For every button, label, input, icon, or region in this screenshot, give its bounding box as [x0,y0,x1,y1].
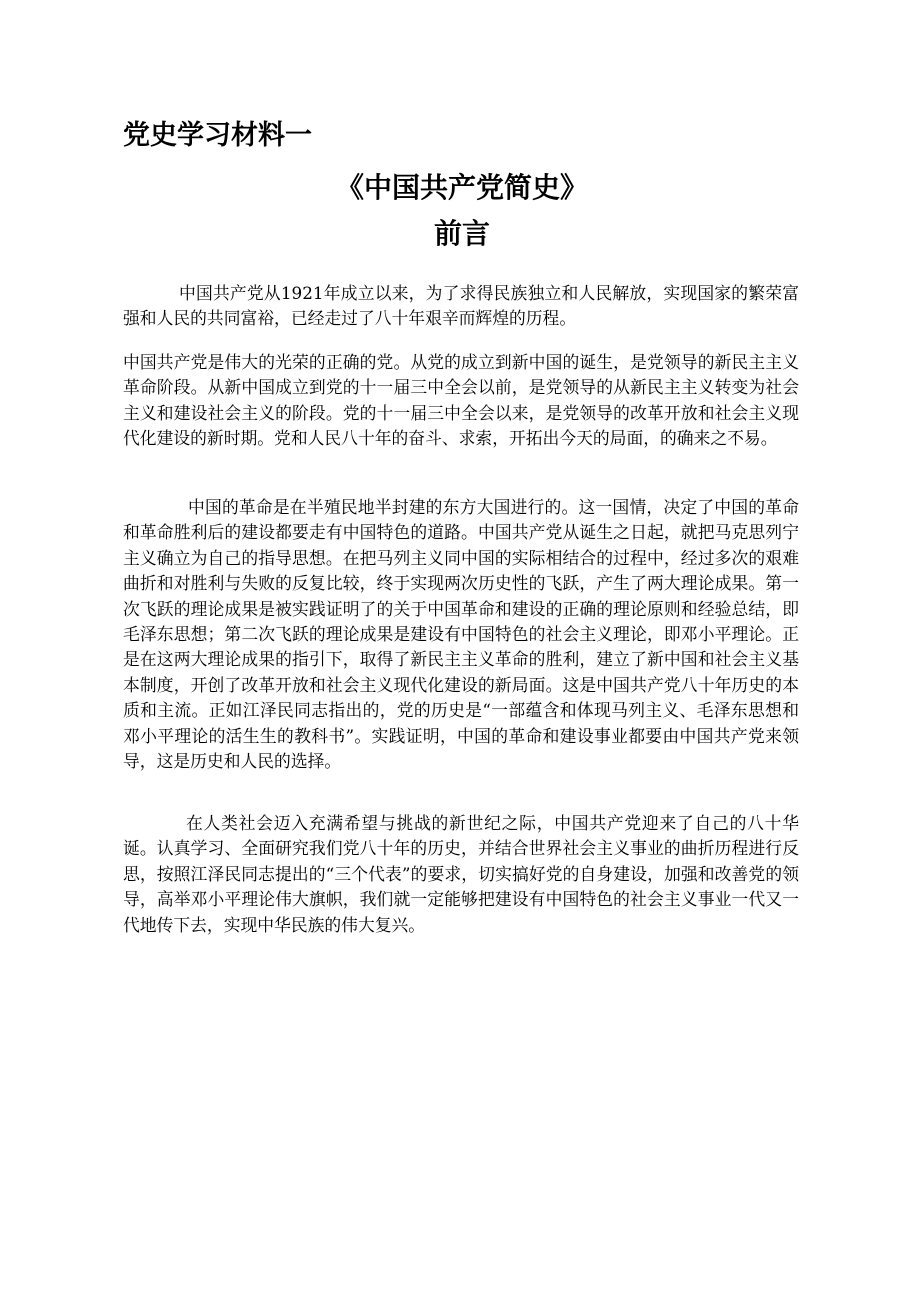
body-paragraph-1: 中国共产党从1921年成立以来，为了求得民族独立和人民解放，实现国家的繁荣富强和人民的共同富裕，已经走过了八十年艰辛而辉煌的历程。 [123,283,799,329]
body-paragraph-3: 中国的革命是在半殖民地半封建的东方大国进行的。这一国情，决定了中国的革命和革命胜利后的建设都要走有中国特色的道路。中国共产党从诞生之日起，就把马克思列宁主义确立为自己的指导思想。在把马列主义同中国的实际相结合的过程中，经过多次的艰难曲折和对胜利与失败的反复比较，终于实现两次历史性的飞跃，产生了两大理论成果。第一次飞跃的理论成果是被实践证明了的关于中国革命和建设的正确的理论原则和经验总结，即毛泽东思想；第二次飞跃的理论成果是建设有中国特色的社会主义理论，即邓小平理论。正是在这两大理论成果的指引下，取得了新民主主义革命的胜利，建立了新中国和社会主义基本制度，开创了改革开放和社会主义现代化建设的新局面。这是中国共产党八十年历史的本质和主流。正如江泽民同志指出的，党的历史是“一部蕴含和体现马列主义、毛泽东思想和邓小平理论的活生生的教科书”。实践证明，中国的革命和建设事业都要由中国共产党来领导，这是历史和人民的选择。 [123,497,799,772]
body-paragraph-4: 在人类社会迈入充满希望与挑战的新世纪之际，中国共产党迎来了自己的八十华诞。认真学习、全面研究我们党八十年的历史，并结合世界社会主义事业的曲折历程进行反思，按照江泽民同志提出的“三个代表”的要求，切实搞好党的自身建设，加强和改善党的领导，高举邓小平理论伟大旗帜，我们就一定能够把建设有中国特色的社会主义事业一代又一代地传下去，实现中华民族的伟大复兴。 [123,813,799,935]
document-title: 《中国共产党简史》 [335,171,588,204]
document-label: 党史学习材料一 [123,120,312,151]
section-heading: 前言 [433,217,490,250]
body-paragraph-2: 中国共产党是伟大的光荣的正确的党。从党的成立到新中国的诞生，是党领导的新民主主义革命阶段。从新中国成立到党的十一届三中全会以前，是党领导的从新民主主义转变为社会主义和建设社会主义的阶段。党的十一届三中全会以来，是党领导的改革开放和社会主义现代化建设的新时期。党和人民八十年的奋斗、求索，开拓出今天的局面，的确来之不易。 [123,352,799,449]
